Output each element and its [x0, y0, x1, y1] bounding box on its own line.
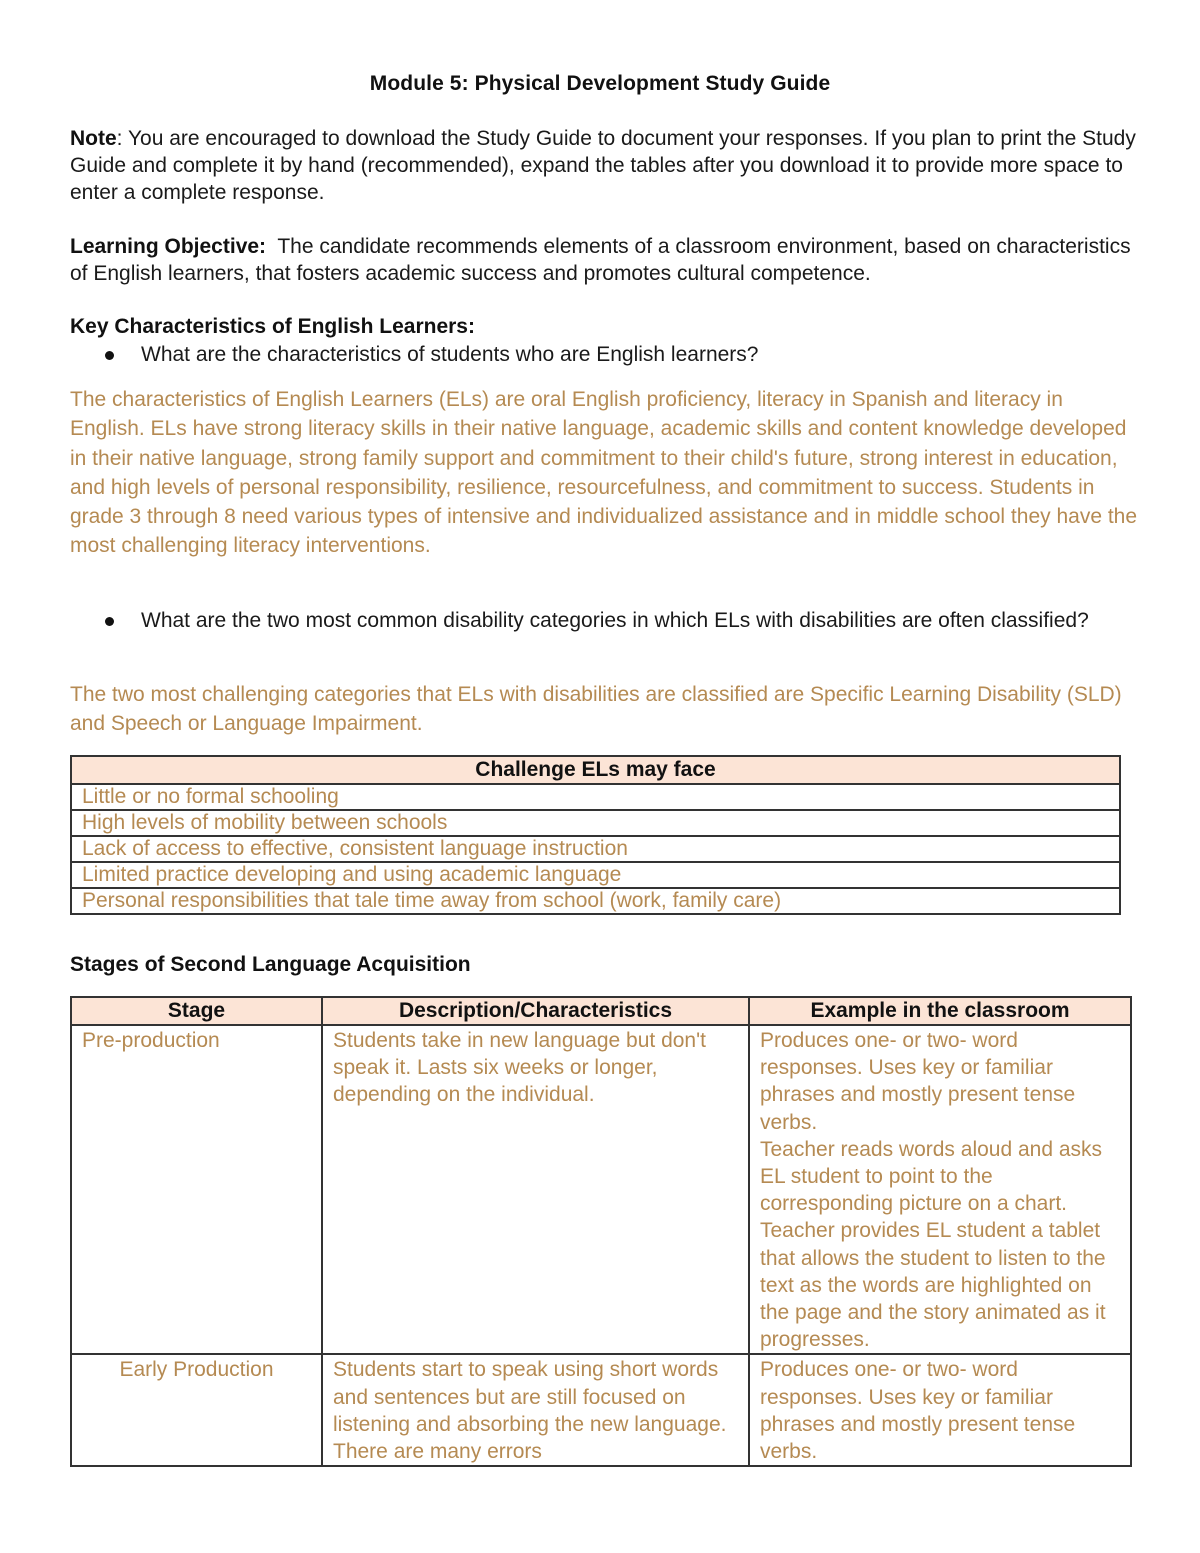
- example-cell: [749, 1025, 1131, 1354]
- page-title: Module 5: Physical Development Study Guide: [369, 72, 831, 95]
- example-text: Teacher provides EL student a tablet that allows the student to listen to the text as the words are highlighted on the page and the story animated as it progresses.: [760, 1219, 1106, 1352]
- question-1-bullet: [100, 340, 1110, 369]
- stages-heading: Stages of Second Language Acquisition: [70, 953, 471, 976]
- stage-cell: Early Production: [71, 1354, 322, 1466]
- table-header-row: [71, 997, 1131, 1025]
- description-cell: Students start to speak using short words and sentences but are still focused on listening and absorbing the new language. There are many errors: [322, 1354, 749, 1466]
- learning-objective-paragraph: [70, 233, 1140, 287]
- question-2-text: What are the two most common disability categories in which ELs with disabilities are often classified?: [141, 609, 1089, 632]
- example-text: Teacher reads words aloud and asks EL student to point to the corresponding picture on a chart.: [760, 1137, 1103, 1216]
- answer-2-paragraph: The two most challenging categories that ELs with disabilities are classified are Specific Learning Disability (SLD) and Speech or Language Impairment.: [70, 683, 1122, 736]
- description-column-header: Description/Characteristics: [322, 997, 749, 1025]
- stages-table: [70, 996, 1132, 1467]
- table-row: [71, 784, 1120, 810]
- note-label: Note: [70, 127, 117, 150]
- question-1-text: What are the characteristics of students who are English learners?: [141, 343, 759, 366]
- learning-objective-label: Learning Objective:: [70, 235, 267, 258]
- stage-column-header: Stage: [71, 997, 322, 1025]
- table-header-row: [71, 756, 1120, 784]
- table-row: [71, 888, 1120, 914]
- example-text: Produces one- or two- word responses. Uses key or familiar phrases and mostly present tense verbs.: [760, 1029, 1076, 1134]
- bullet-icon: [105, 617, 114, 626]
- stage-cell: Pre-production: [71, 1025, 322, 1354]
- description-cell: Students take in new language but don't speak it. Lasts six weeks or longer, depending on the individual.: [322, 1025, 749, 1354]
- challenges-table: [70, 755, 1121, 915]
- table-row: [71, 810, 1120, 836]
- challenge-cell: Little or no formal schooling: [71, 784, 1120, 810]
- table-row: [71, 1354, 1131, 1466]
- table-row: [71, 836, 1120, 862]
- example-column-header: Example in the classroom: [749, 997, 1131, 1025]
- example-cell: Produces one- or two- word responses. Uses key or familiar phrases and mostly present tense verbs.: [749, 1354, 1131, 1466]
- challenge-cell: Personal responsibilities that tale time away from school (work, family care): [71, 888, 1120, 914]
- learning-objective-text: The candidate recommends elements of a classroom environment, based on characteristics of English learners, that fosters academic success and promotes cultural competence.: [70, 235, 1137, 285]
- note-text: : You are encouraged to download the Study Guide to document your responses. If you plan to print the Study Guide and complete it by hand (recommended), expand the tables after you download it to provide more space to enter a complete response.: [70, 127, 1136, 204]
- challenge-cell: Lack of access to effective, consistent language instruction: [71, 836, 1120, 862]
- answer-1-paragraph: The characteristics of English Learners (ELs) are oral English proficiency, literacy in Spanish and literacy in English. ELs have strong literacy skills in their native language, academic skills and content knowledge developed in their native language, strong family support and commitment to their child's future, strong interest in education, and high levels of personal responsibility, resilience, resourcefulness, and commitment to success. Students in grade 3 through 8 need various types of intensive and individualized assistance and in middle school they have the most challenging literacy interventions.: [70, 388, 1138, 558]
- challenge-cell: Limited practice developing and using academic language: [71, 862, 1120, 888]
- challenge-cell: High levels of mobility between schools: [71, 810, 1120, 836]
- table-row: [71, 862, 1120, 888]
- table-row: [71, 1025, 1131, 1354]
- note-paragraph: [70, 125, 1140, 206]
- key-characteristics-heading: Key Characteristics of English Learners:: [70, 315, 475, 338]
- challenges-header: Challenge ELs may face: [71, 756, 1120, 784]
- question-2-bullet: [100, 606, 1110, 635]
- bullet-icon: [105, 351, 114, 360]
